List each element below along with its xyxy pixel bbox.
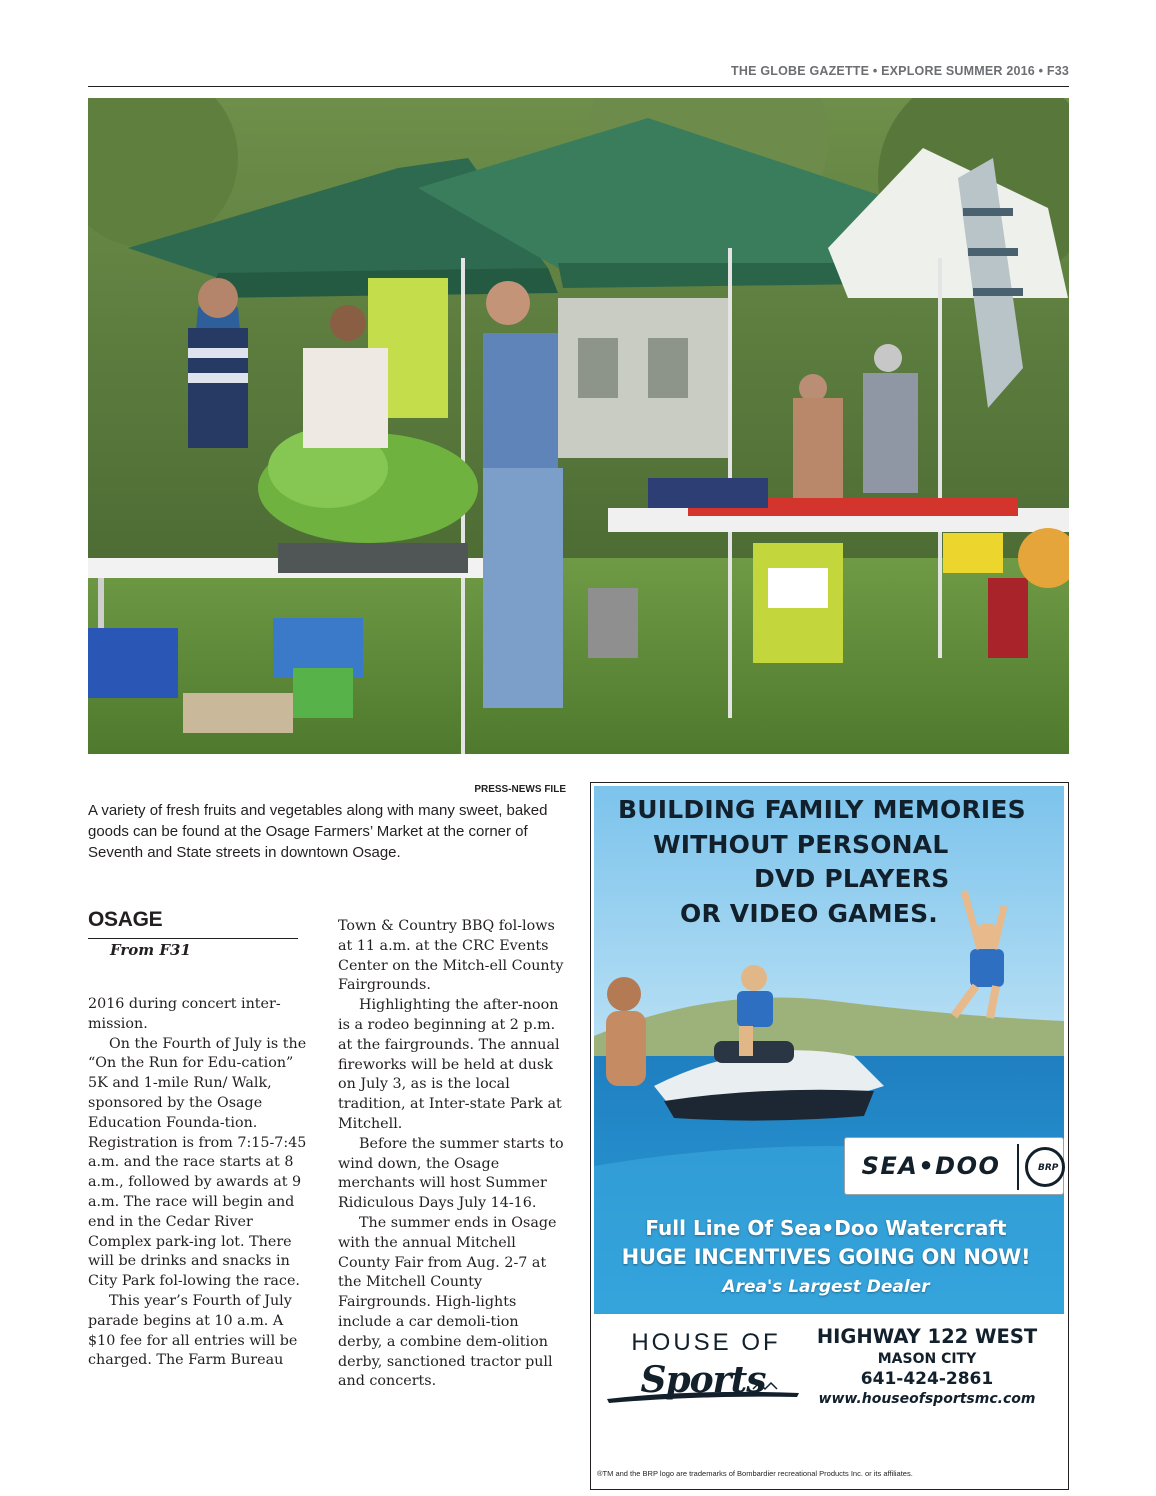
ad-offer-line: Full Line Of Sea•Doo Watercraft xyxy=(645,1216,1007,1240)
paragraph: On the Fourth of July is the “On the Run for Edu-cation” 5K and 1-mile Run/ Walk, sponsored by the Osage Education Founda-tion. Registration is from 7:15-7:45 a.m. and the race starts at 8 a.m., followed by awards at 9 a.m. The race will begin and end in the Cedar River Complex park-ing lot. There will be drinks and snacks in City Park fol-lowing the race. xyxy=(88,1035,307,1290)
house-of-sports-logo xyxy=(603,1355,803,1405)
paragraph: The summer ends in Osage with the annual Mitchell County Fair from Aug. 2-7 at the Mitchell County Fairgrounds. High-lights include a car demoli-tion derby, a combine dem-olition derby, sanctioned tractor pull and concerts. xyxy=(338,1214,557,1390)
photo-caption: A variety of fresh fruits and vegetables along with many sweet, baked goods can be found at the Osage Farmers’ Market at the corner of Seventh and State streets in downtown Osage. xyxy=(88,802,548,861)
store-phone: 641-424-2861 xyxy=(860,1369,994,1389)
article-column-2 xyxy=(338,917,566,1392)
store-website: www.houseofsportsmc.com xyxy=(818,1391,1036,1407)
paragraph: This year’s Fourth of July parade begins at 10 a.m. A $10 fee for all entries will be charged. The Farm Bureau xyxy=(88,1292,298,1369)
headline-line: DVD PLAYERS xyxy=(754,864,950,893)
header-rule xyxy=(88,86,1069,87)
headline-line: OR VIDEO GAMES. xyxy=(680,898,938,928)
ad-disclaimer: ®TM and the BRP logo are trademarks of Bombardier recreational Products Inc. or its affiliates. xyxy=(597,1469,913,1478)
seadoo-logo: SEA•DOO xyxy=(861,1152,1001,1180)
section-rule xyxy=(88,938,298,939)
paragraph: Before the summer starts to wind down, the Osage merchants will host Summer Ridiculous Days July 14-16. xyxy=(338,1135,564,1212)
brp-logo-text: BRP xyxy=(1038,1163,1059,1173)
logo-divider xyxy=(1017,1144,1019,1190)
store-city: MASON CITY xyxy=(877,1351,977,1367)
ad-dealer-line: Area's Largest Dealer xyxy=(722,1277,930,1297)
seadoo-brp-logo xyxy=(844,1137,1064,1195)
jump-line: From F31 xyxy=(110,941,191,959)
store-name-script: Sports xyxy=(640,1359,766,1401)
ad-headline xyxy=(591,793,1061,931)
paragraph: 2016 during concert inter-mission. xyxy=(88,996,281,1032)
brp-logo-icon xyxy=(1025,1147,1065,1187)
store-name: HOUSE OF xyxy=(631,1329,781,1356)
paragraph: Town & Country BBQ fol-lows at 11 a.m. at the CRC Events Center on the Mitch-ell County Fairgrounds. xyxy=(338,918,564,994)
headline-line: WITHOUT PERSONAL xyxy=(653,829,949,859)
section-heading: OSAGE xyxy=(88,908,163,931)
headline-line: BUILDING FAMILY MEMORIES xyxy=(618,795,1026,824)
article-column-1 xyxy=(88,995,314,1371)
farmers-market-photo xyxy=(88,98,1069,754)
paragraph: Highlighting the after-noon is a rodeo beginning at 2 p.m. at the fairgrounds. The annual fireworks will be held at dusk on July 3, as is the local tradition, at Inter-state Park at Mitchell. xyxy=(338,997,562,1132)
running-head: THE GLOBE GAZETTE • EXPLORE SUMMER 2016 • F33 xyxy=(731,64,1069,78)
photo-credit: PRESS-NEWS FILE xyxy=(474,784,566,795)
ad-incentives-line: HUGE INCENTIVES GOING ON NOW! xyxy=(621,1245,1031,1269)
store-address: HIGHWAY 122 WEST xyxy=(816,1325,1038,1348)
house-of-sports-ad xyxy=(590,782,1069,1490)
